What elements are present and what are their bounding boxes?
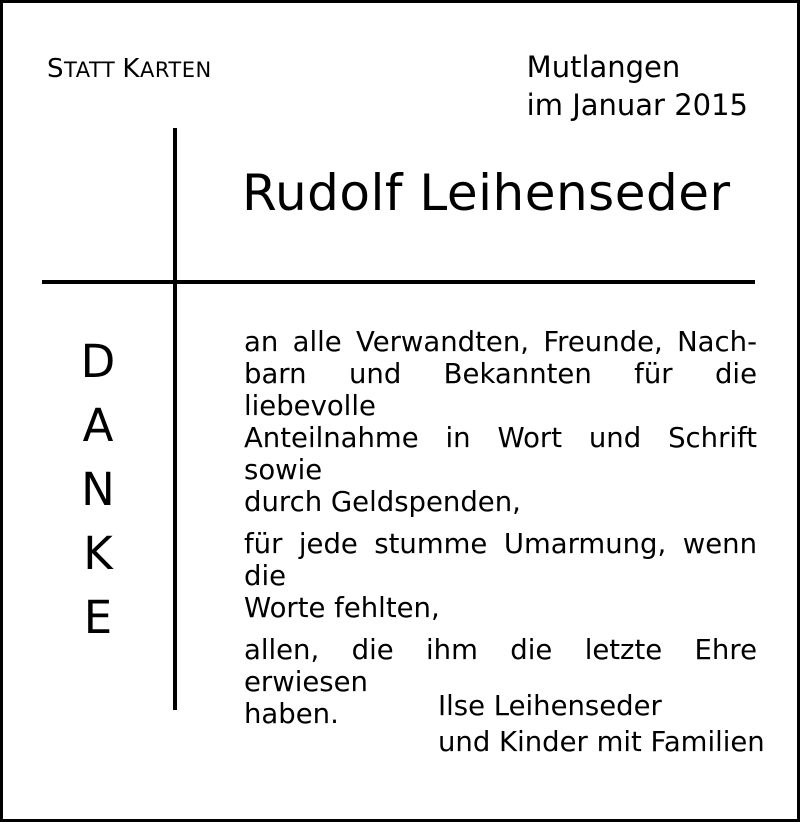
cross-vertical-line [173, 128, 177, 710]
text-line: haben. [244, 698, 339, 730]
text-line: Anteilnahme in Wort und Schrift sowie [244, 422, 757, 486]
karten-rest: ARTEN [139, 58, 212, 82]
text-line: für jede stumme Umarmung, wenn die [244, 528, 757, 592]
danke-letter: D [80, 335, 116, 388]
signature-line: Ilse Leihenseder [438, 690, 662, 722]
place: Mutlangen [526, 50, 681, 84]
deceased-name: Rudolf Leihenseder [242, 164, 731, 222]
karten-initial: K [122, 54, 140, 84]
paragraph-thanks-relatives [244, 326, 757, 518]
paragraph-thanks-embrace [244, 528, 757, 624]
thanks-text [244, 326, 757, 740]
date: im Januar 2015 [526, 88, 748, 122]
text-line: allen, die ihm die letzte Ehre erwiesen [244, 634, 757, 698]
text-line: barn und Bekannten für die liebevolle [244, 358, 757, 422]
statt-karten-label [47, 54, 212, 84]
danke-vertical-word [68, 330, 128, 650]
signature-line: und Kinder mit Familien [438, 726, 765, 758]
place-date [527, 48, 748, 124]
danke-letter: N [81, 463, 115, 516]
statt-rest: TATT [64, 58, 116, 82]
cross-horizontal-line [42, 280, 755, 284]
danke-letter: A [82, 399, 114, 452]
text-line: durch Geldspenden, [244, 486, 521, 518]
danke-letter: E [83, 591, 113, 644]
statt-initial: S [47, 54, 65, 84]
text-line: an alle Verwandten, Freunde, Nach- [244, 326, 757, 358]
text-line: Worte fehlten, [244, 592, 440, 624]
danke-letter: K [83, 527, 113, 580]
signature [438, 688, 765, 760]
